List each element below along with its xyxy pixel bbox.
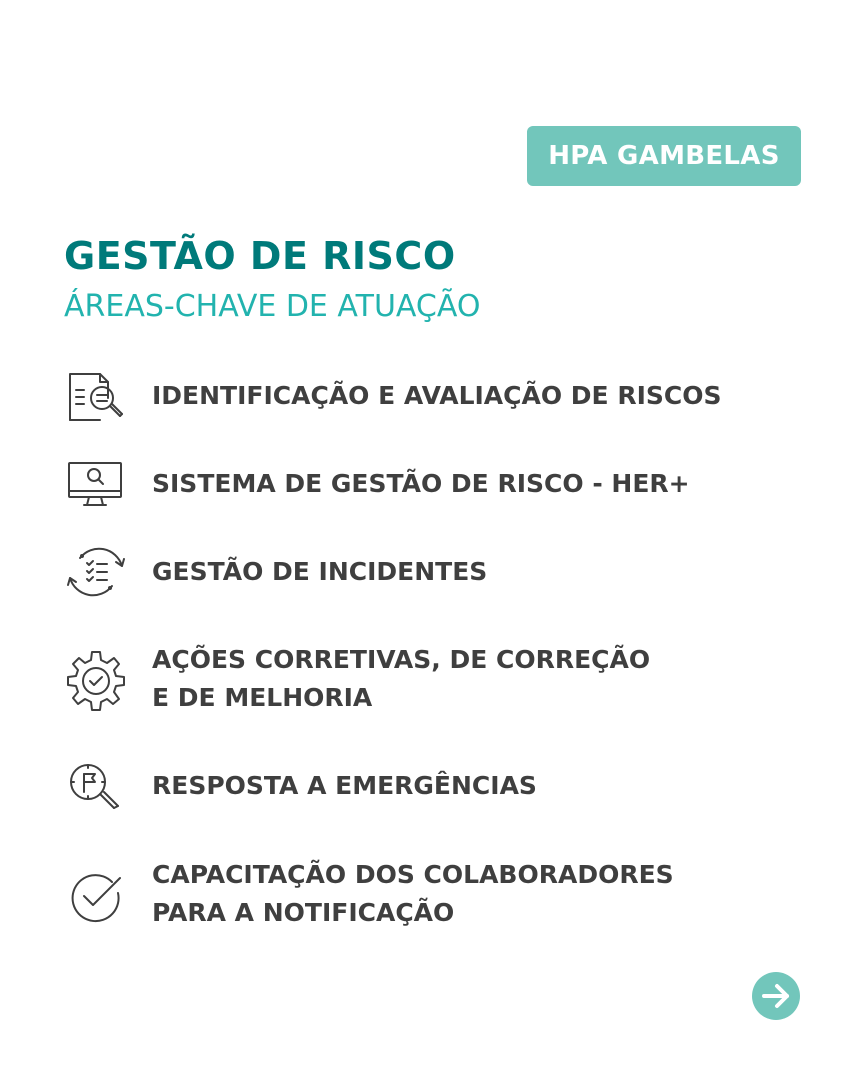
list-item-label: IDENTIFICAÇÃO E AVALIAÇÃO DE RISCOS [152,381,722,410]
page-title: GESTÃO DE RISCO [64,234,456,278]
magnifier-flag-icon [60,752,132,824]
hospital-badge [527,126,801,186]
badge-label: HPA GAMBELAS [548,141,780,171]
list-item-label: CAPACITAÇÃO DOS COLABORADORES PARA A NOTIFICAÇÃO [152,860,674,927]
monitor-search-icon [60,448,132,520]
list-item-label: AÇÕES CORRETIVAS, DE CORREÇÃO E DE MELHORIA [152,645,651,712]
circle-check-icon [60,860,132,932]
list-item-label: GESTÃO DE INCIDENTES [152,557,488,586]
page-subtitle: ÁREAS-CHAVE DE ATUAÇÃO [64,289,481,324]
list-item-label: SISTEMA DE GESTÃO DE RISCO - HER+ [152,469,690,498]
gear-check-icon [60,644,132,716]
checklist-cycle-icon [60,536,132,608]
list-item-label: RESPOSTA A EMERGÊNCIAS [152,771,537,800]
next-button[interactable] [752,972,800,1020]
document-search-icon [60,360,132,432]
arrow-right-icon [752,972,800,1020]
